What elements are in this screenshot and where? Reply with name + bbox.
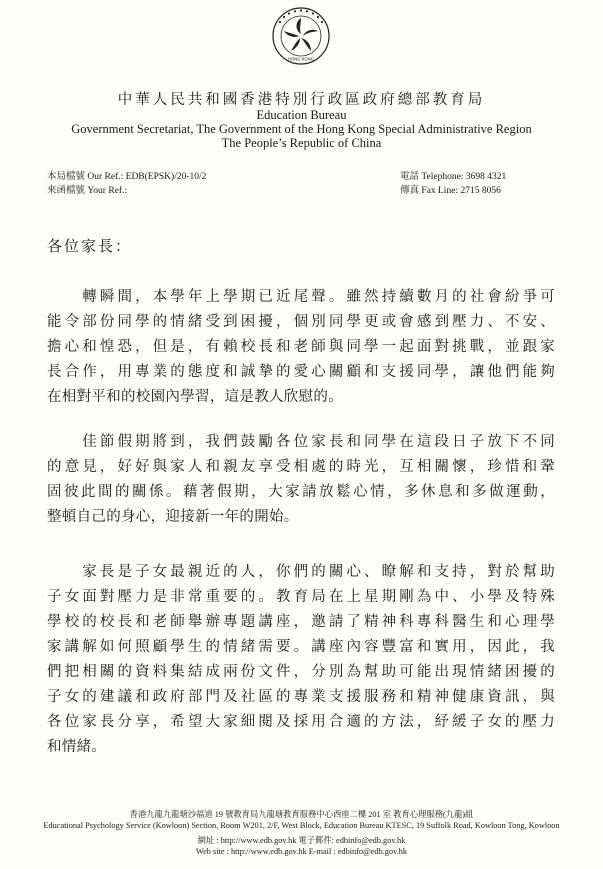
fax-label: 傳真 Fax Line: (400, 186, 459, 196)
footer-web-cn: 網址 : http://www.edb.gov.hk 電子郵件: edbinfo@edb.gov.hk (197, 836, 406, 845)
your-ref-label: 來函檔號 Your Ref.: (47, 186, 128, 196)
paragraph-line: 學校的校長和老師舉辦專題講座，邀請了精神科專科醫生和心理學 (47, 614, 555, 630)
telephone-label: 電話 Telephone: (400, 172, 464, 182)
fax-value: 2715 8056 (460, 186, 501, 196)
letterhead-country: The People’s Republic of China (221, 136, 382, 150)
footer-address-en: Educational Psychology Service (Kowloon) Section, Room W201, 2/F, West Block, Education Bureau KTESC, 19 Suffolk Road, Kowloon Tong, Kowloon (43, 821, 560, 830)
paragraph-line: 固彼此間的關係。藉著假期，大家請放鬆心情，多休息和多做運動， (47, 484, 555, 500)
telephone (400, 168, 506, 182)
letterhead-government: Government Secretariat, The Government of the Hong Kong Special Administrative Region (71, 122, 532, 136)
paragraph-line: 長合作，用專業的態度和誠摯的愛心關顧和支援同學，讓他們能夠 (47, 364, 555, 380)
our-ref-label: 本局檔號 Our Ref.: (47, 172, 124, 182)
letterhead-chinese-name: 中華人民共和國香港特別行政區政府總部教育局 (117, 92, 486, 108)
paragraph-line: 和情緒。 (47, 739, 107, 755)
paragraph-line: 子女的建議和政府部門及社區的專業支援服務和精神健康資訊，與 (47, 689, 555, 705)
paragraph-line: 家講解如何照顧學生的情緒需要。講座內容豐富和實用，因此，我 (47, 639, 555, 655)
paragraph-line: 各位家長分享，希望大家細閱及採用合適的方法，紓緩子女的壓力 (47, 714, 555, 730)
footer-web-en: Web site : http://www.edb.gov.hk E-mail : edbinfo@edb.gov.hk (195, 847, 408, 856)
our-ref (47, 168, 206, 182)
paragraph-3 (47, 560, 555, 760)
paragraph-line: 轉瞬間，本學年上學期已近尾聲。雖然持續數月的社會紛爭可 (47, 289, 555, 305)
paragraph-line: 子女面對壓力是非常重要的。教育局在上星期剛為中、小學及特殊 (47, 589, 555, 605)
your-ref (47, 182, 127, 196)
hksar-emblem-icon (271, 6, 331, 66)
footer-address-cn: 香港九龍九龍塘沙福道 19 號教育局九龍塘教育服務中心西座二樓 201 室 教育心理服務(九龍)組 (129, 810, 474, 819)
fax (400, 182, 501, 196)
letterhead-english-name: Education Bureau (256, 108, 347, 122)
paragraph-line: 的意見，好好與家人和親友享受相處的時光，互相關懷，珍惜和鞏 (47, 459, 555, 475)
paragraph-line: 整頓自己的身心，迎接新一年的開始。 (47, 509, 299, 525)
paragraph-1 (47, 285, 555, 410)
paragraph-line: 能令部份同學的情緒受到困擾，個別同學更或會感到壓力、不安、 (47, 314, 555, 330)
paragraph-line: 在相對平和的校園內學習，這是教人欣慰的。 (47, 389, 343, 405)
paragraph-line: 家長是子女最親近的人，你們的關心、瞭解和支持，對於幫助 (47, 564, 555, 580)
paragraph-line: 佳節假期將到，我們鼓勵各位家長和同學在這段日子放下不同 (47, 434, 555, 450)
our-ref-value: EDB(EPSK)/20-10/2 (125, 172, 207, 182)
paragraph-line: 擔心和惶恐，但是，有賴校長和老師與同學一起面對挑戰，並跟家 (47, 339, 555, 355)
emblem-text: HONG KONG (287, 56, 315, 62)
telephone-value: 3698 4321 (465, 172, 507, 182)
salutation: 各位家長： (47, 237, 133, 255)
paragraph-2 (47, 430, 555, 530)
paragraph-line: 們把相關的資料集結成兩份文件，分別為幫助可能出現情緒困擾的 (47, 664, 555, 680)
